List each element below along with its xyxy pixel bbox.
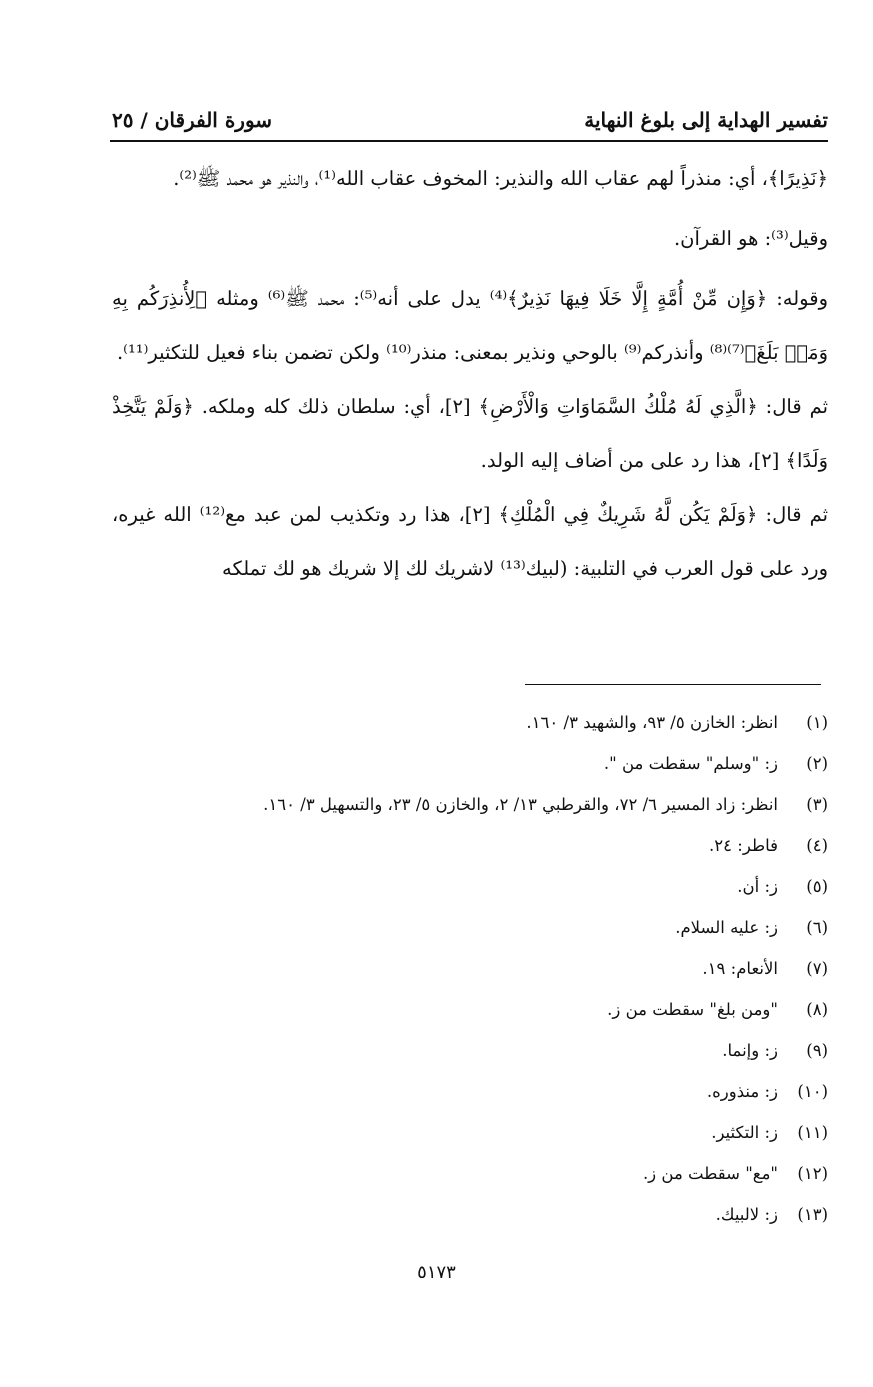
footnote-text: ز: وإنما. [722, 1041, 778, 1060]
footnote-text: انظر: الخازن ٥/ ٩٣، والشهيد ٣/ ١٦٠. [526, 713, 778, 732]
footnote-text: انظر: زاد المسير ٦/ ٧٢، والقرطبي ١٣/ ٢، والخازن ٥/ ٢٣، والتسهيل ٣/ ١٦٠. [263, 795, 778, 814]
footnote-item [112, 1194, 828, 1235]
footnote-text: الأنعام: ١٩. [702, 959, 778, 978]
paragraph-5: ثم قال: ﴿وَلَمْ يَكُن لَّهُ شَرِيكٌ فِي الْمُلْكِ﴾ [٢]، هذا رد وتكذيب لمن عبد مع⁽¹²⁾ الله غيره، ورد على قول العرب في التلبية: (لبيك⁽¹³⁾ لاشريك لك إلا شريك هو لك تملكه [112, 503, 829, 580]
surah-title: سورة الفرقان / ٢٥ [112, 108, 273, 132]
footnote-item [112, 948, 828, 989]
footnote-number: (٩) [806, 1041, 828, 1060]
footnote-number: (١) [806, 713, 828, 732]
footnote-item [112, 702, 828, 743]
paragraph-2: وقيل⁽³⁾: هو القرآن. [673, 227, 828, 250]
footnote-item [112, 866, 828, 907]
footnote-text: فاطر: ٢٤. [709, 836, 778, 855]
footnote-text: ز: "وسلم" سقطت من ". [603, 754, 778, 773]
footnote-item [112, 907, 828, 948]
footnote-rule [525, 684, 821, 685]
paragraph-1: ﴿نَذِيرًا﴾، أي: منذراً لهم عقاب الله والنذير: المخوف عقاب الله⁽¹⁾، والنذير هو محمد ﷺ⁽²⁾. [173, 167, 828, 190]
footnote-number: (٥) [806, 877, 828, 896]
footnote-number: (١١) [797, 1123, 828, 1142]
footnote-number: (٧) [806, 959, 828, 978]
footnote-text: ز: أن. [737, 877, 778, 896]
footnotes-list [112, 702, 828, 1235]
book-title: تفسير الهداية إلى بلوغ النهاية [584, 108, 828, 132]
footnote-text: ز: لالبيك. [715, 1205, 778, 1224]
footnote-item [112, 1030, 828, 1071]
footnote-number: (٣) [806, 795, 828, 814]
footnote-item [112, 784, 828, 825]
footnote-number: (٤) [806, 836, 828, 855]
footnote-number: (٨) [806, 1000, 828, 1019]
running-head [112, 96, 828, 132]
footnote-text: ز: التكثير. [711, 1123, 778, 1142]
footnote-item [112, 1071, 828, 1112]
footnote-number: (١٠) [797, 1082, 828, 1101]
footnote-number: (١٢) [797, 1164, 828, 1183]
footnote-text: ز: عليه السلام. [675, 918, 778, 937]
footnote-text: "ومن بلغ" سقطت من ز. [607, 1000, 778, 1019]
footnote-item [112, 1153, 828, 1194]
page-number: ٥١٧٣ [417, 1262, 456, 1283]
footnote-text: ز: منذوره. [706, 1082, 778, 1101]
footnote-number: (٦) [806, 918, 828, 937]
paragraph-4: ثم قال: ﴿الَّذِي لَهُ مُلْكُ السَّمَاوَاتِ وَالْأَرْضِ﴾ [٢]، أي: سلطان ذلك كله وملكه. ﴿وَلَمْ يَتَّخِذْ وَلَدًا﴾ [٢]، هذا رد على من أضاف إليه الولد. [112, 395, 829, 472]
footnote-item [112, 1112, 828, 1153]
header-rule [110, 140, 828, 142]
paragraph-3: وقوله: ﴿وَإِن مِّنْ أُمَّةٍ إِلَّا خَلَا فِيهَا نَذِيرٌ﴾⁽⁴⁾ يدل على أنه⁽⁵⁾: محمد ﷺ⁽⁶⁾ ومثله ﴿لِأُنذِرَكُم بِهِ وَمَنۢ بَلَغَ﴾⁽⁷⁾⁽⁸⁾ وأنذركم⁽⁹⁾ بالوحي ونذير بمعنى: منذر⁽¹⁰⁾ ولكن تضمن بناء فعيل للتكثير⁽¹¹⁾. [112, 287, 828, 364]
footnote-number: (١٣) [797, 1205, 828, 1224]
footnote-item [112, 825, 828, 866]
main-text [112, 152, 828, 596]
footnote-item [112, 743, 828, 784]
footnote-number: (٢) [806, 754, 828, 773]
footnote-text: "مع" سقطت من ز. [642, 1164, 778, 1183]
footnote-item [112, 989, 828, 1030]
